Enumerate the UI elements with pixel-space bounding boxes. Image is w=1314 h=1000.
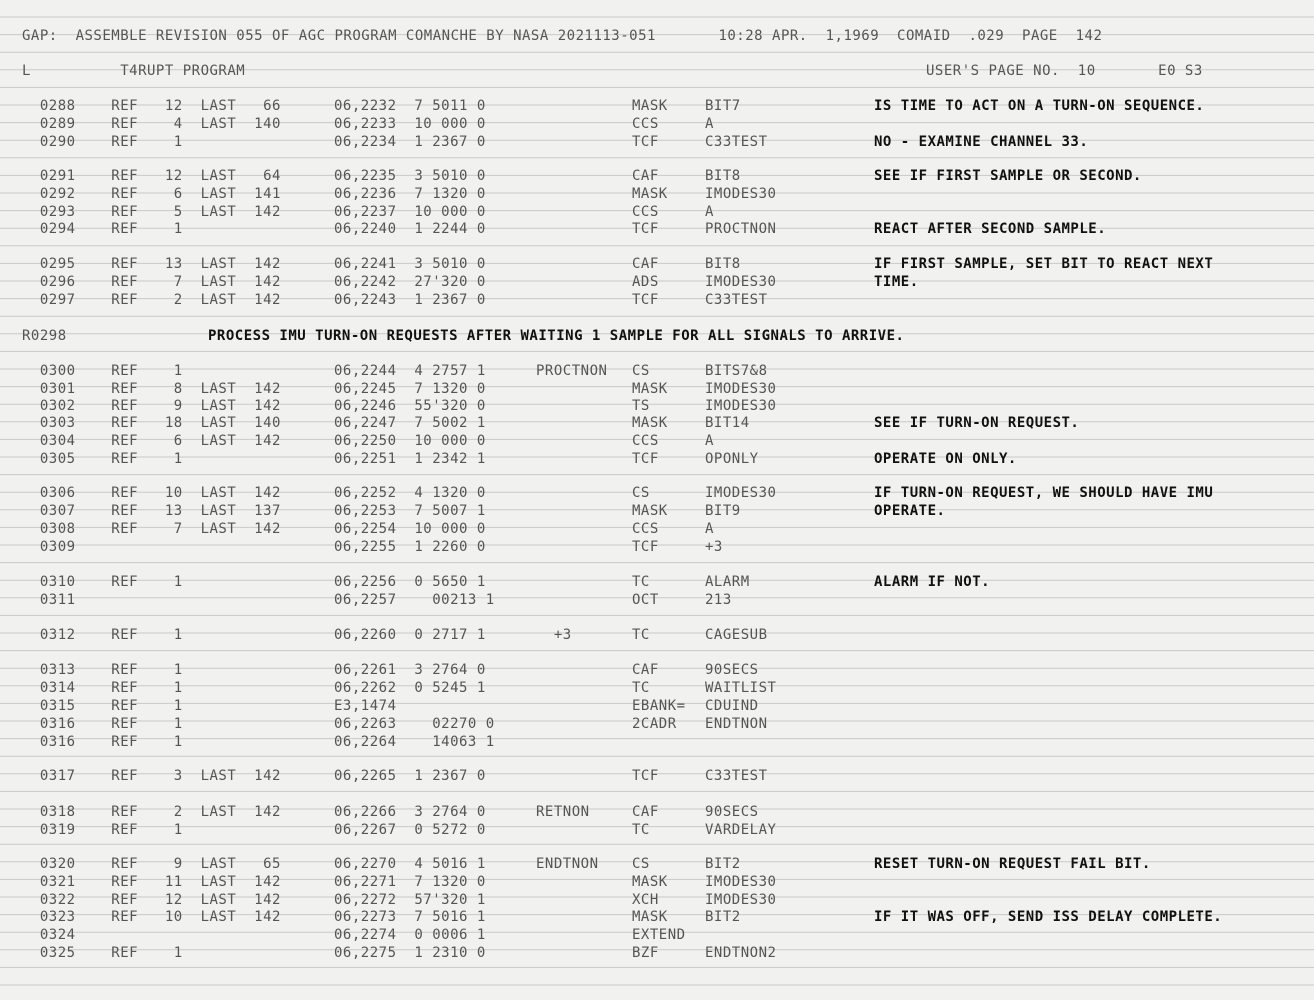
row-comment: SEE IF FIRST SAMPLE OR SECOND. xyxy=(874,168,1142,184)
row-address-code: 06,2233 10 000 0 xyxy=(334,116,486,132)
row-address-code: 06,2252 4 1320 0 xyxy=(334,485,486,501)
row-address-code: 06,2234 1 2367 0 xyxy=(334,134,486,150)
row-comment: RESET TURN-ON REQUEST FAIL BIT. xyxy=(874,856,1151,872)
row-comment: SEE IF TURN-ON REQUEST. xyxy=(874,415,1080,431)
row-opcode: CAF xyxy=(632,804,659,820)
row-address-code: 06,2272 57'320 1 xyxy=(334,892,486,908)
row-opcode: MASK xyxy=(632,909,668,925)
row-operand: A xyxy=(705,433,714,449)
row-line-ref: 0315 REF 1 xyxy=(22,698,183,714)
row-line-ref: 0289 REF 4 LAST 140 xyxy=(22,116,281,132)
row-opcode: CCS xyxy=(632,433,659,449)
row-operand: IMODES30 xyxy=(705,381,777,397)
row-address-code: 06,2261 3 2764 0 xyxy=(334,662,486,678)
row-operand: BIT2 xyxy=(705,856,741,872)
row-address-code: 06,2246 55'320 0 xyxy=(334,398,486,414)
row-opcode: CS xyxy=(632,856,650,872)
row-address-code: 06,2270 4 5016 1 xyxy=(334,856,486,872)
row-line-ref: 0314 REF 1 xyxy=(22,680,183,696)
row-opcode: EXTEND xyxy=(632,927,686,943)
row-operand: IMODES30 xyxy=(705,274,777,290)
row-opcode: EBANK= xyxy=(632,698,686,714)
row-opcode: TCF xyxy=(632,539,659,555)
row-address-code: 06,2236 7 1320 0 xyxy=(334,186,486,202)
row-operand: BIT14 xyxy=(705,415,750,431)
remark-number: R0298 xyxy=(22,328,67,344)
row-address-code: 06,2232 7 5011 0 xyxy=(334,98,486,114)
row-comment: IF IT WAS OFF, SEND ISS DELAY COMPLETE. xyxy=(874,909,1223,925)
row-operand: IMODES30 xyxy=(705,186,777,202)
row-operand: IMODES30 xyxy=(705,398,777,414)
row-comment: OPERATE ON ONLY. xyxy=(874,451,1017,467)
remark-text: PROCESS IMU TURN-ON REQUESTS AFTER WAITING 1 SAMPLE FOR ALL SIGNALS TO ARRIVE. xyxy=(208,328,905,344)
row-comment: REACT AFTER SECOND SAMPLE. xyxy=(874,221,1107,237)
row-operand: 213 xyxy=(705,592,732,608)
row-line-ref: 0307 REF 13 LAST 137 xyxy=(22,503,281,519)
row-operand: 90SECS xyxy=(705,662,759,678)
row-line-ref: 0308 REF 7 LAST 142 xyxy=(22,521,281,537)
row-operand: BIT9 xyxy=(705,503,741,519)
row-opcode: ADS xyxy=(632,274,659,290)
row-address-code: 06,2245 7 1320 0 xyxy=(334,381,486,397)
row-operand: +3 xyxy=(705,539,723,555)
row-address-code: 06,2240 1 2244 0 xyxy=(334,221,486,237)
row-label: RETNON xyxy=(536,804,590,820)
row-address-code: 06,2265 1 2367 0 xyxy=(334,768,486,784)
row-opcode: CAF xyxy=(632,256,659,272)
row-line-ref: 0288 REF 12 LAST 66 xyxy=(22,98,281,114)
row-opcode: XCH xyxy=(632,892,659,908)
row-comment: IF TURN-ON REQUEST, WE SHOULD HAVE IMU xyxy=(874,485,1214,501)
row-line-ref: 0290 REF 1 xyxy=(22,134,183,150)
row-operand: ALARM xyxy=(705,574,750,590)
row-opcode: TC xyxy=(632,822,650,838)
row-line-ref: 0325 REF 1 xyxy=(22,945,183,961)
row-operand: A xyxy=(705,521,714,537)
row-line-ref: 0313 REF 1 xyxy=(22,662,183,678)
row-line-ref: 0301 REF 8 LAST 142 xyxy=(22,381,281,397)
row-operand: CDUIND xyxy=(705,698,759,714)
row-operand: IMODES30 xyxy=(705,892,777,908)
row-comment: NO - EXAMINE CHANNEL 33. xyxy=(874,134,1089,150)
row-line-ref: 0322 REF 12 LAST 142 xyxy=(22,892,281,908)
row-operand: IMODES30 xyxy=(705,485,777,501)
row-operand: BIT2 xyxy=(705,909,741,925)
row-operand: BIT7 xyxy=(705,98,741,114)
row-address-code: 06,2274 0 0006 1 xyxy=(334,927,486,943)
row-comment: IS TIME TO ACT ON A TURN-ON SEQUENCE. xyxy=(874,98,1205,114)
row-line-ref: 0324 xyxy=(22,927,76,943)
row-line-ref: 0312 REF 1 xyxy=(22,627,183,643)
row-comment: TIME. xyxy=(874,274,919,290)
row-line-ref: 0309 xyxy=(22,539,76,555)
row-opcode: TCF xyxy=(632,134,659,150)
row-operand: CAGESUB xyxy=(705,627,768,643)
row-opcode: CAF xyxy=(632,662,659,678)
row-opcode: MASK xyxy=(632,98,668,114)
row-line-ref: 0316 REF 1 xyxy=(22,734,183,750)
row-opcode: CS xyxy=(632,363,650,379)
row-operand: C33TEST xyxy=(705,134,768,150)
row-address-code: 06,2253 7 5007 1 xyxy=(334,503,486,519)
row-address-code: 06,2262 0 5245 1 xyxy=(334,680,486,696)
row-comment: IF FIRST SAMPLE, SET BIT TO REACT NEXT xyxy=(874,256,1214,272)
row-address-code: 06,2260 0 2717 1 xyxy=(334,627,486,643)
row-address-code: 06,2243 1 2367 0 xyxy=(334,292,486,308)
row-opcode: TCF xyxy=(632,451,659,467)
row-comment: OPERATE. xyxy=(874,503,946,519)
row-opcode: TC xyxy=(632,680,650,696)
row-line-ref: 0311 xyxy=(22,592,76,608)
row-address-code: 06,2242 27'320 0 xyxy=(334,274,486,290)
row-opcode: CAF xyxy=(632,168,659,184)
row-operand: PROCTNON xyxy=(705,221,777,237)
row-line-ref: 0292 REF 6 LAST 141 xyxy=(22,186,281,202)
row-line-ref: 0291 REF 12 LAST 64 xyxy=(22,168,281,184)
row-opcode: CCS xyxy=(632,204,659,220)
row-opcode: MASK xyxy=(632,186,668,202)
row-address-code: 06,2271 7 1320 0 xyxy=(334,874,486,890)
row-address-code: 06,2241 3 5010 0 xyxy=(334,256,486,272)
row-line-ref: 0295 REF 13 LAST 142 xyxy=(22,256,281,272)
row-label: +3 xyxy=(536,627,572,643)
row-operand: ENDTNON2 xyxy=(705,945,777,961)
row-opcode: CS xyxy=(632,485,650,501)
row-line-ref: 0294 REF 1 xyxy=(22,221,183,237)
row-operand: BIT8 xyxy=(705,256,741,272)
row-operand: A xyxy=(705,116,714,132)
row-opcode: TS xyxy=(632,398,650,414)
row-address-code: 06,2254 10 000 0 xyxy=(334,521,486,537)
row-address-code: 06,2251 1 2342 1 xyxy=(334,451,486,467)
row-operand: IMODES30 xyxy=(705,874,777,890)
row-opcode: TC xyxy=(632,627,650,643)
row-line-ref: 0319 REF 1 xyxy=(22,822,183,838)
row-comment: ALARM IF NOT. xyxy=(874,574,991,590)
row-opcode: 2CADR xyxy=(632,716,677,732)
row-line-ref: 0323 REF 10 LAST 142 xyxy=(22,909,281,925)
row-operand: ENDTNON xyxy=(705,716,768,732)
row-opcode: MASK xyxy=(632,503,668,519)
row-opcode: MASK xyxy=(632,381,668,397)
row-line-ref: 0320 REF 9 LAST 65 xyxy=(22,856,281,872)
header-page-info: USER'S PAGE NO. 10 E0 S3 xyxy=(926,63,1203,79)
row-operand: BITS7&8 xyxy=(705,363,768,379)
row-address-code: 06,2266 3 2764 0 xyxy=(334,804,486,820)
row-operand: BIT8 xyxy=(705,168,741,184)
row-address-code: 06,2244 4 2757 1 xyxy=(334,363,486,379)
row-operand: C33TEST xyxy=(705,768,768,784)
row-line-ref: 0317 REF 3 LAST 142 xyxy=(22,768,281,784)
row-opcode: TCF xyxy=(632,768,659,784)
row-opcode: TC xyxy=(632,574,650,590)
row-address-code: 06,2263 02270 0 xyxy=(334,716,495,732)
row-address-code: 06,2256 0 5650 1 xyxy=(334,574,486,590)
row-line-ref: 0297 REF 2 LAST 142 xyxy=(22,292,281,308)
row-address-code: 06,2257 00213 1 xyxy=(334,592,495,608)
row-address-code: 06,2267 0 5272 0 xyxy=(334,822,486,838)
row-opcode: CCS xyxy=(632,521,659,537)
row-address-code: 06,2237 10 000 0 xyxy=(334,204,486,220)
row-address-code: 06,2273 7 5016 1 xyxy=(334,909,486,925)
row-line-ref: 0318 REF 2 LAST 142 xyxy=(22,804,281,820)
row-label: PROCTNON xyxy=(536,363,608,379)
row-line-ref: 0300 REF 1 xyxy=(22,363,183,379)
row-line-ref: 0306 REF 10 LAST 142 xyxy=(22,485,281,501)
row-line-ref: 0296 REF 7 LAST 142 xyxy=(22,274,281,290)
row-line-ref: 0303 REF 18 LAST 140 xyxy=(22,415,281,431)
row-address-code: E3,1474 xyxy=(334,698,397,714)
row-address-code: 06,2264 14063 1 xyxy=(334,734,495,750)
row-address-code: 06,2255 1 2260 0 xyxy=(334,539,486,555)
row-opcode: MASK xyxy=(632,415,668,431)
row-opcode: MASK xyxy=(632,874,668,890)
row-label: ENDTNON xyxy=(536,856,599,872)
row-operand: C33TEST xyxy=(705,292,768,308)
row-operand: OPONLY xyxy=(705,451,759,467)
row-operand: WAITLIST xyxy=(705,680,777,696)
row-address-code: 06,2247 7 5002 1 xyxy=(334,415,486,431)
row-operand: 90SECS xyxy=(705,804,759,820)
row-operand: A xyxy=(705,204,714,220)
row-address-code: 06,2250 10 000 0 xyxy=(334,433,486,449)
row-line-ref: 0310 REF 1 xyxy=(22,574,183,590)
row-opcode: TCF xyxy=(632,221,659,237)
row-line-ref: 0302 REF 9 LAST 142 xyxy=(22,398,281,414)
row-operand: VARDELAY xyxy=(705,822,777,838)
row-address-code: 06,2235 3 5010 0 xyxy=(334,168,486,184)
header-line-1: GAP: ASSEMBLE REVISION 055 OF AGC PROGRAM COMANCHE BY NASA 2021113-051 10:28 APR. 1,1969 COMAID .029 PAGE 142 xyxy=(22,28,1103,44)
row-line-ref: 0316 REF 1 xyxy=(22,716,183,732)
header-program-title: L T4RUPT PROGRAM xyxy=(22,63,246,79)
row-line-ref: 0321 REF 11 LAST 142 xyxy=(22,874,281,890)
row-opcode: CCS xyxy=(632,116,659,132)
row-line-ref: 0293 REF 5 LAST 142 xyxy=(22,204,281,220)
row-address-code: 06,2275 1 2310 0 xyxy=(334,945,486,961)
row-opcode: OCT xyxy=(632,592,659,608)
row-opcode: TCF xyxy=(632,292,659,308)
row-opcode: BZF xyxy=(632,945,659,961)
row-line-ref: 0305 REF 1 xyxy=(22,451,183,467)
row-line-ref: 0304 REF 6 LAST 142 xyxy=(22,433,281,449)
